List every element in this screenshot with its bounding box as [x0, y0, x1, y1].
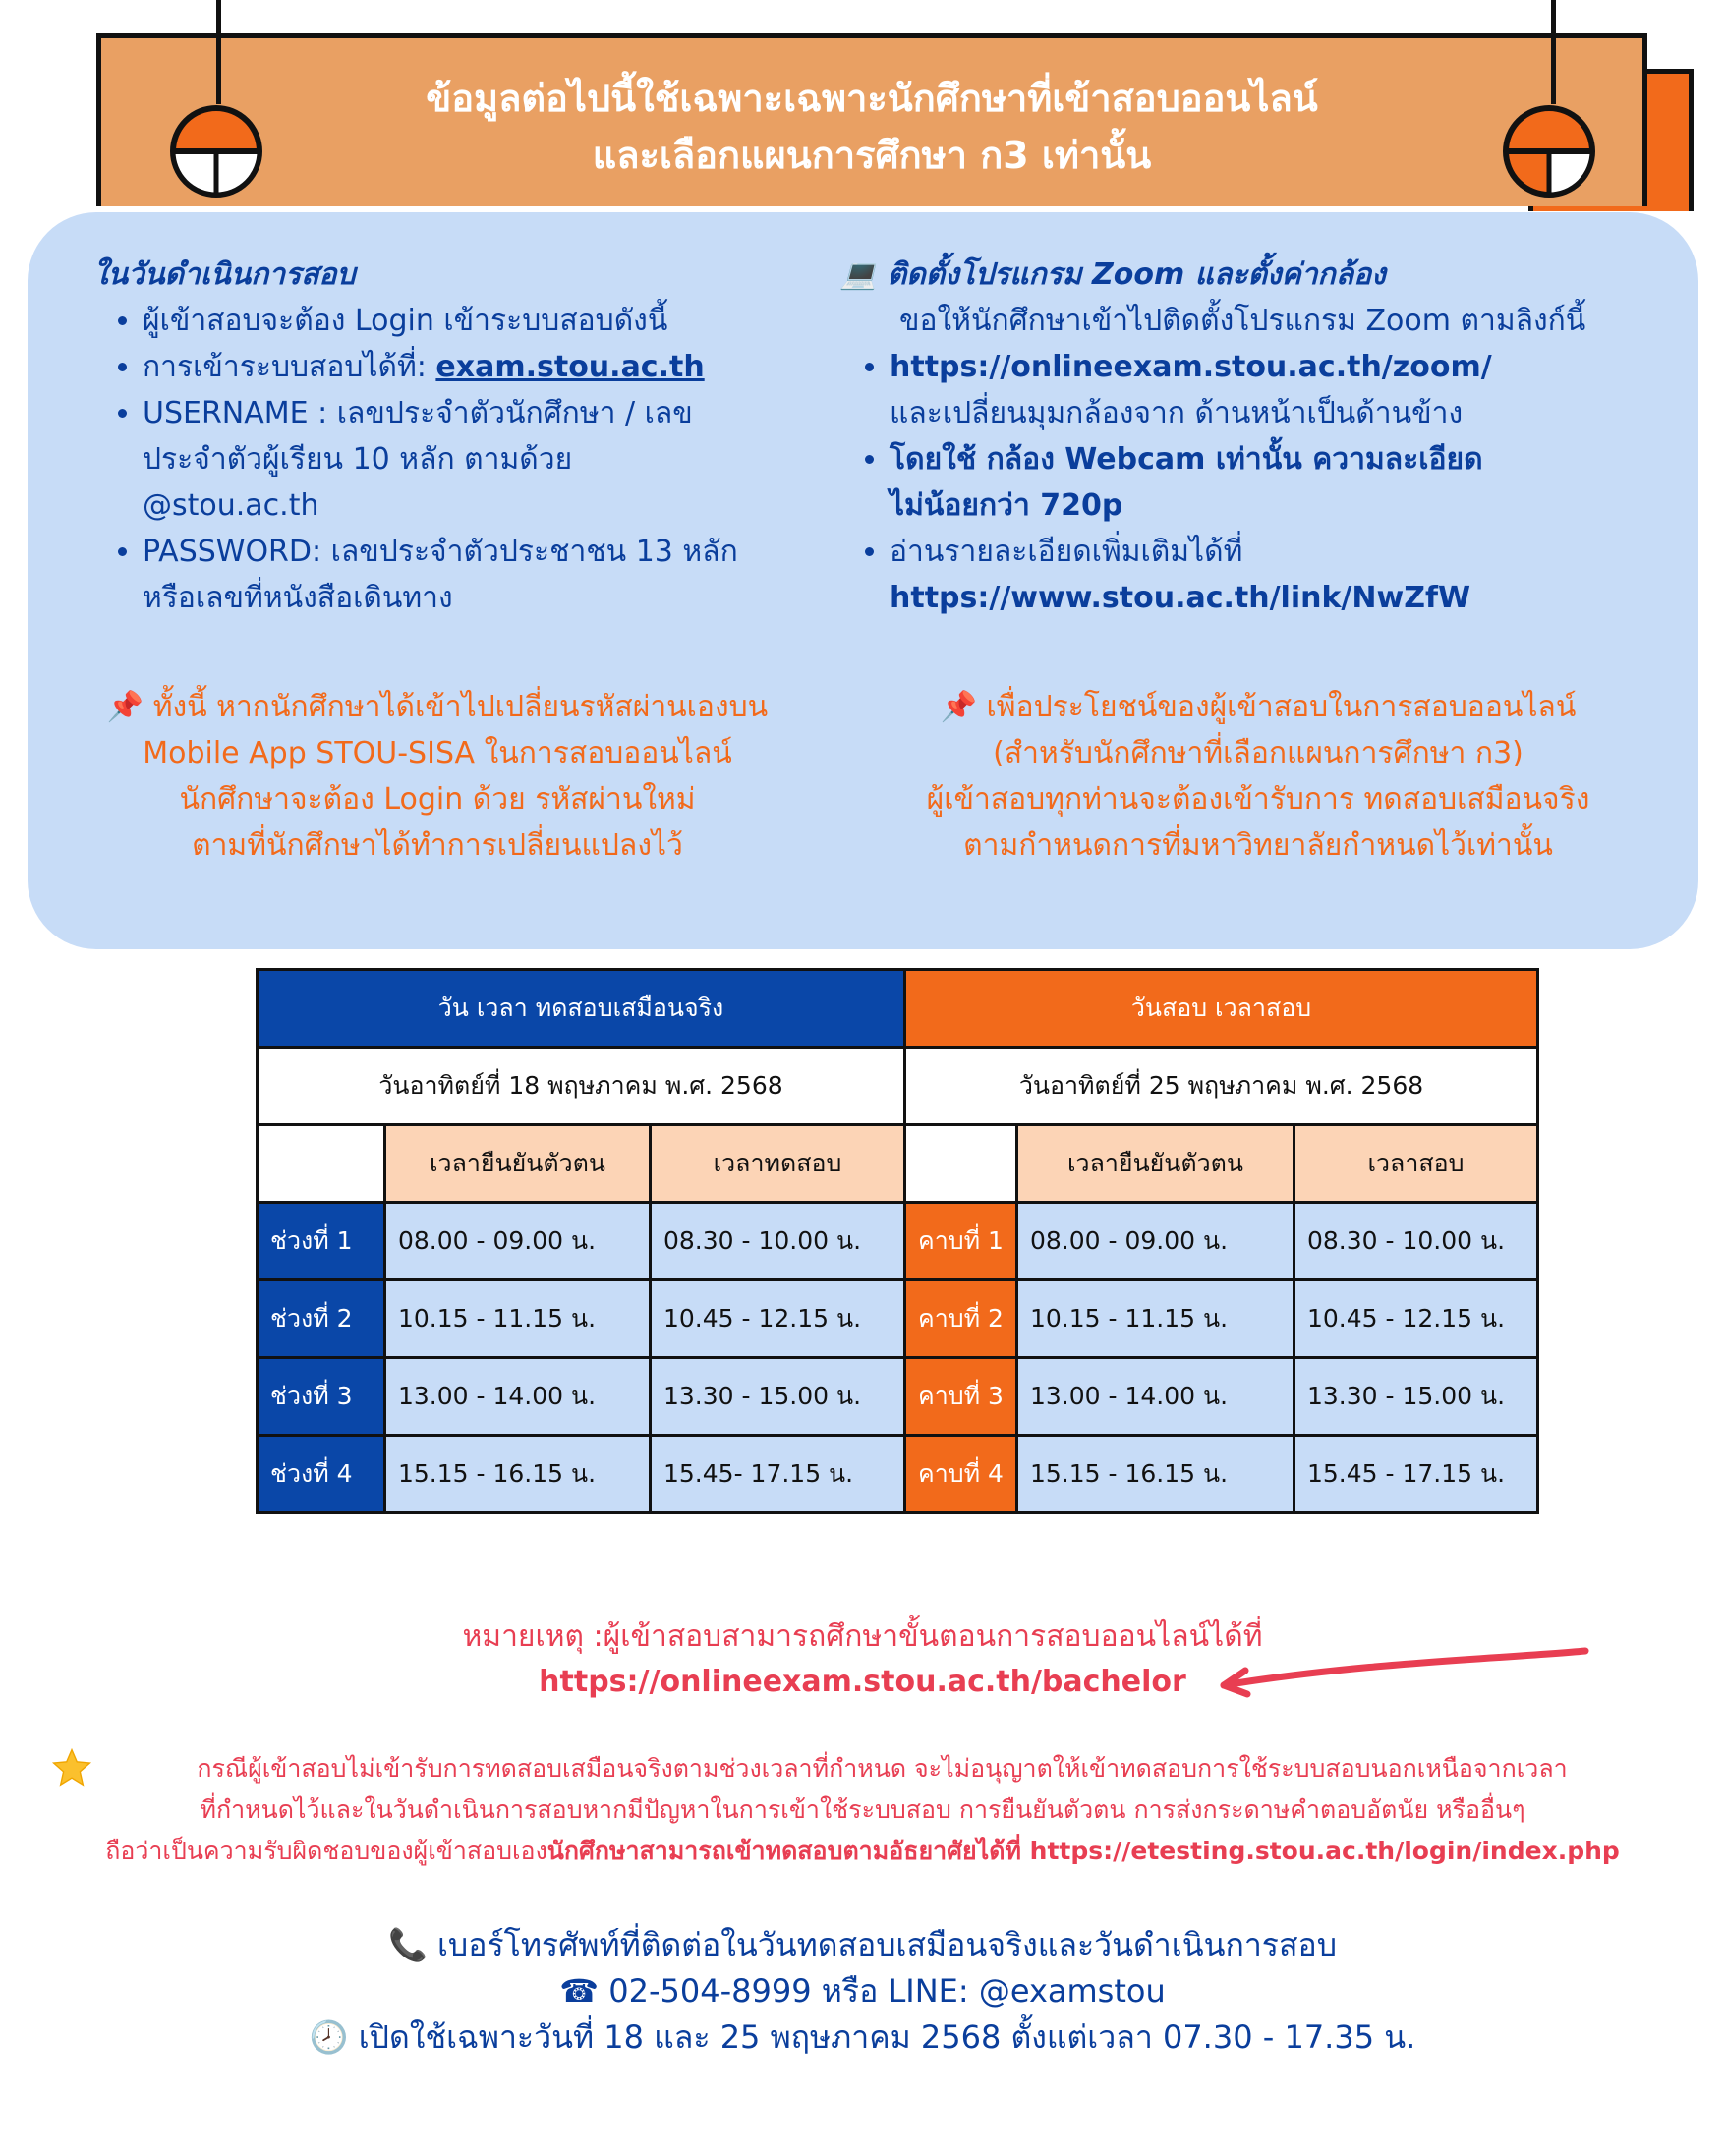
zoom-item-2 — [890, 436, 1686, 529]
zoom-item-1-sub: และเปลี่ยนมุมกล้องจาก ด้านหน้าเป็นด้านข้าง — [890, 396, 1464, 430]
exam-period-label: คาบที่ 2 — [905, 1280, 1017, 1358]
login-info-section — [93, 252, 840, 621]
header-banner — [96, 33, 1647, 206]
mock-test-time: 13.30 - 15.00 น. — [651, 1358, 905, 1436]
zoom-install-link[interactable]: • https://onlineexam.stou.ac.th/zoom/ — [890, 350, 1492, 384]
warning-line-2: ที่กำหนดไว้และในวันดำเนินการสอบหากมีปัญหาในการเข้าใช้ระบบสอบ การยืนยันตัวตน การส่งกระดาษคำตอบอัตนัย หรืออื่นๆ — [200, 1795, 1525, 1824]
mock-note-line-2: (สำหรับนักศึกษาที่เลือกแผนการศึกษา ก3) — [993, 736, 1524, 770]
login-item-2 — [143, 344, 840, 390]
exam-period-label: คาบที่ 1 — [905, 1203, 1017, 1280]
webcam-line-2: ไม่น้อยกว่า 720p — [890, 488, 1123, 523]
mock-session-label: ช่วงที่ 2 — [258, 1280, 385, 1358]
hanging-line-left — [216, 0, 221, 104]
title-line-2: และเลือกแผนการศึกษา ก3 เท่านั้น — [592, 134, 1152, 177]
exam-verify-time: 08.00 - 09.00 น. — [1017, 1203, 1294, 1280]
exam-date: วันอาทิตย์ที่ 25 พฤษภาคม พ.ศ. 2568 — [905, 1048, 1538, 1125]
table-header-row — [258, 970, 1538, 1048]
exam-period-label: คาบที่ 3 — [905, 1358, 1017, 1436]
password-line-1: • PASSWORD: เลขประจำตัวประชาชน 13 หลัก — [143, 535, 738, 569]
mock-verify-time: 15.15 - 16.15 น. — [385, 1436, 651, 1513]
zoom-heading: 💻 ติดตั้งโปรแกรม Zoom และตั้งค่ากล้อง — [840, 257, 1386, 292]
table-date-row — [258, 1048, 1538, 1125]
exam-verify-time: 13.00 - 14.00 น. — [1017, 1358, 1294, 1436]
zoom-setup-section — [840, 252, 1686, 621]
exam-verify-time: 15.15 - 16.15 น. — [1017, 1436, 1294, 1513]
contact-section — [0, 1922, 1725, 2061]
exam-verify-col-header: เวลายืนยันตัวตน — [1017, 1125, 1294, 1203]
lamp-right-icon — [1500, 102, 1598, 200]
zoom-item-1 — [890, 344, 1686, 436]
password-note-line-2: Mobile App STOU-SISA ในการสอบออนไลน์ — [143, 736, 732, 770]
warning-line-3-text: ถือว่าเป็นความรับผิดชอบของผู้เข้าสอบเอง — [105, 1837, 547, 1865]
webcam-line-1: • โดยใช้ กล้อง Webcam เท่านั้น ความละเอียด — [890, 442, 1483, 477]
lamp-left-icon — [167, 102, 265, 200]
arrow-icon — [1204, 1641, 1597, 1700]
password-note-line-4: ตามที่นักศึกษาได้ทำการเปลี่ยนแปลงไว้ — [192, 828, 683, 863]
zoom-item-3 — [890, 529, 1686, 621]
username-line-1: • USERNAME : เลขประจำตัวนักศึกษา / เลข — [143, 396, 693, 430]
exam-time: 13.30 - 15.00 น. — [1294, 1358, 1538, 1436]
exam-time: 08.30 - 10.00 น. — [1294, 1203, 1538, 1280]
schedule-table — [256, 968, 1539, 1514]
mock-verify-col-header: เวลายืนยันตัวตน — [385, 1125, 651, 1203]
warning-line-1: กรณีผู้เข้าสอบไม่เข้ารับการทดสอบเสมือนจริงตามช่วงเวลาที่กำหนด จะไม่อนุญาตให้เข้าทดสอบการใช้ระบบสอบนอกเหนือจากเวลา — [197, 1754, 1568, 1783]
more-info-link[interactable]: https://www.stou.ac.th/link/NwZfW — [890, 581, 1471, 615]
exam-verify-time: 10.15 - 11.15 น. — [1017, 1280, 1294, 1358]
login-heading: ในวันดำเนินการสอบ — [93, 257, 356, 292]
warning-line-3 — [10, 1831, 1715, 1872]
login-item-4 — [143, 529, 840, 621]
table-row — [258, 1280, 1538, 1358]
remark-text: หมายเหตุ :ผู้เข้าสอบสามารถศึกษาขั้นตอนการสอบออนไลน์ได้ที่ — [462, 1619, 1263, 1654]
table-row — [258, 1203, 1538, 1280]
mock-note-line-3: ผู้เข้าสอบทุกท่านจะต้องเข้ารับการ ทดสอบเสมือนจริง — [926, 782, 1590, 817]
contact-line-1: 📞 เบอร์โทรศัพท์ที่ติดต่อในวันทดสอบเสมือนจริงและวันดำเนินการสอบ — [387, 1926, 1338, 1963]
mock-session-label: ช่วงที่ 3 — [258, 1358, 385, 1436]
contact-phone: ☎ 02-504-8999 หรือ LINE: @examstou — [559, 1972, 1166, 2010]
exam-time: 15.45 - 17.15 น. — [1294, 1436, 1538, 1513]
mock-session-label: ช่วงที่ 4 — [258, 1436, 385, 1513]
username-line-3: @stou.ac.th — [143, 488, 319, 523]
mock-verify-time: 13.00 - 14.00 น. — [385, 1358, 651, 1436]
mock-test-header: วัน เวลา ทดสอบเสมือนจริง — [258, 970, 905, 1048]
exam-time: 10.45 - 12.15 น. — [1294, 1280, 1538, 1358]
contact-hours: 🕗 เปิดใช้เฉพาะวันที่ 18 และ 25 พฤษภาคม 2568 ตั้งแต่เวลา 07.30 - 17.35 น. — [309, 2018, 1416, 2056]
mock-session-label: ช่วงที่ 1 — [258, 1203, 385, 1280]
mock-test-time: 10.45 - 12.15 น. — [651, 1280, 905, 1358]
table-row — [258, 1436, 1538, 1513]
mock-verify-time: 08.00 - 09.00 น. — [385, 1203, 651, 1280]
login-item-2-prefix: การเข้าระบบสอบได้ที่: — [143, 350, 436, 384]
bachelor-guide-link[interactable]: https://onlineexam.stou.ac.th/bachelor — [539, 1665, 1186, 1699]
exam-header: วันสอบ เวลาสอบ — [905, 970, 1538, 1048]
table-row — [258, 1358, 1538, 1436]
login-item-3 — [143, 390, 840, 529]
mock-test-date: วันอาทิตย์ที่ 18 พฤษภาคม พ.ศ. 2568 — [258, 1048, 905, 1125]
password-line-2: หรือเลขที่หนังสือเดินทาง — [143, 581, 453, 615]
mock-test-time: 15.45- 17.15 น. — [651, 1436, 905, 1513]
mock-note-line-1: 📌 เพื่อประโยชน์ของผู้เข้าสอบในการสอบออนไลน์ — [940, 690, 1577, 724]
exam-period-label: คาบที่ 4 — [905, 1436, 1017, 1513]
login-item-1: • ผู้เข้าสอบจะต้อง Login เข้าระบบสอบดังนี้ — [143, 298, 840, 344]
password-note-line-3: นักศึกษาจะต้อง Login ด้วย รหัสผ่านใหม่ — [179, 782, 696, 817]
mock-test-col-header: เวลาทดสอบ — [651, 1125, 905, 1203]
password-note-line-1: 📌 ทั้งนี้ หากนักศึกษาได้เข้าไปเปลี่ยนรหัสผ่านเองบน — [106, 690, 769, 724]
password-change-note — [49, 684, 826, 869]
username-line-2: ประจำตัวผู้เรียน 10 หลัก ตามด้วย — [143, 442, 573, 477]
more-info-text: • อ่านรายละเอียดเพิ่มเติมได้ที่ — [890, 535, 1243, 569]
exam-site-link[interactable]: exam.stou.ac.th — [435, 350, 705, 384]
zoom-intro: ขอให้นักศึกษาเข้าไปติดตั้งโปรแกรม Zoom ตามลิงก์นี้ — [899, 304, 1586, 338]
etesting-link[interactable]: นักศึกษาสามารถเข้าทดสอบตามอัธยาศัยได้ที่ https://etesting.stou.ac.th/login/index.php — [546, 1837, 1620, 1865]
mock-verify-time: 10.15 - 11.15 น. — [385, 1280, 651, 1358]
title-line-1: ข้อมูลต่อไปนี้ใช้เฉพาะเฉพาะนักศึกษาที่เข้าสอบออนไลน์ — [426, 77, 1318, 120]
hanging-line-right — [1551, 0, 1556, 104]
mock-test-time: 08.30 - 10.00 น. — [651, 1203, 905, 1280]
blank-cell — [905, 1125, 1017, 1203]
blank-cell — [258, 1125, 385, 1203]
warning-note — [10, 1748, 1715, 1872]
mock-note-line-4: ตามกำหนดการที่มหาวิทยาลัยกำหนดไว้เท่านั้น — [963, 828, 1553, 863]
exam-time-col-header: เวลาสอบ — [1294, 1125, 1538, 1203]
table-column-row — [258, 1125, 1538, 1203]
page-title — [259, 70, 1485, 184]
mock-exam-note — [835, 684, 1681, 869]
